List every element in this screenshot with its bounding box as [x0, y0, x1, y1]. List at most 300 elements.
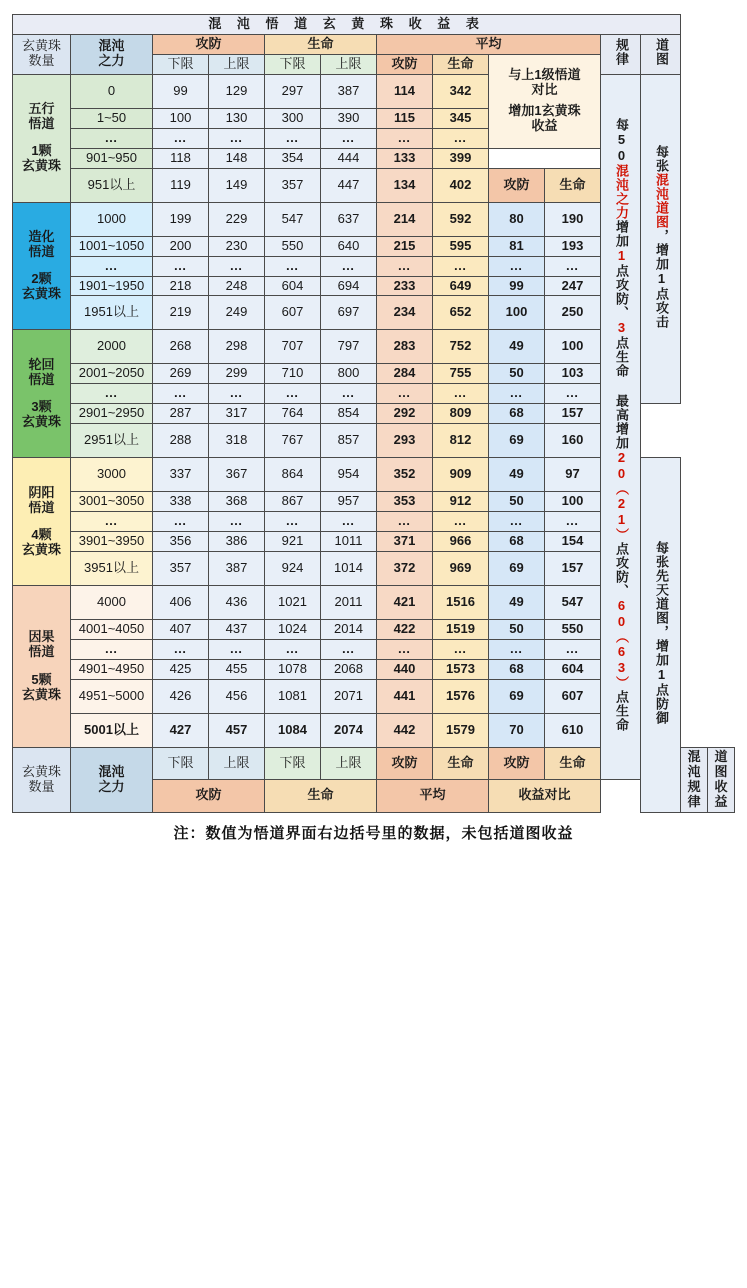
group-label-line: 5颗	[31, 672, 52, 688]
footer-rule-col	[681, 747, 708, 812]
value-cell: 129	[209, 74, 265, 108]
compare-cell: …	[545, 384, 601, 404]
value-cell: 352	[377, 458, 433, 492]
compare-cell: 68	[489, 532, 545, 552]
range-cell: …	[71, 256, 153, 276]
range-cell: …	[71, 512, 153, 532]
value-cell: 199	[153, 202, 209, 236]
value-cell: 297	[265, 74, 321, 108]
group-label-line: 玄黄珠	[21, 158, 61, 174]
header-chaos-power	[71, 34, 153, 74]
compare-cell: 100	[545, 330, 601, 364]
compare-cell: 69	[489, 552, 545, 586]
footer-avg-life: 生命	[433, 747, 489, 779]
range-cell: 3901~3950	[71, 532, 153, 552]
value-cell: 909	[433, 458, 489, 492]
value-cell: …	[153, 128, 209, 148]
value-cell: …	[209, 256, 265, 276]
value-cell: 357	[265, 168, 321, 202]
range-cell: 4000	[71, 586, 153, 620]
map-column-bottom	[641, 458, 681, 812]
value-cell: 969	[433, 552, 489, 586]
compare-cell: 50	[489, 620, 545, 640]
range-cell: 901~950	[71, 148, 153, 168]
compare-cell: 247	[545, 276, 601, 296]
group-label-line: 玄黄珠	[21, 285, 61, 301]
group-label-line: 悟道	[28, 643, 55, 659]
value-cell: …	[377, 256, 433, 276]
value-cell: 604	[265, 276, 321, 296]
range-cell: 2001~2050	[71, 364, 153, 384]
value-cell: 422	[377, 620, 433, 640]
value-cell: …	[153, 256, 209, 276]
group-label-line: 3颗	[31, 398, 52, 414]
value-cell: 854	[321, 404, 377, 424]
table-row	[13, 74, 735, 108]
compare-cell: 49	[489, 586, 545, 620]
value-cell: 1081	[265, 679, 321, 713]
value-cell: 299	[209, 364, 265, 384]
compare-cell: 49	[489, 330, 545, 364]
value-cell: 921	[265, 532, 321, 552]
range-cell: 1901~1950	[71, 276, 153, 296]
value-cell: 218	[153, 276, 209, 296]
value-cell: 372	[377, 552, 433, 586]
value-cell: …	[321, 128, 377, 148]
value-cell: 354	[265, 148, 321, 168]
value-cell: …	[433, 512, 489, 532]
value-cell: 607	[265, 296, 321, 330]
value-cell: 800	[321, 364, 377, 384]
footer-chaos-power-l1: 混沌	[98, 763, 125, 779]
value-cell: …	[377, 384, 433, 404]
value-cell: 342	[433, 74, 489, 108]
value-cell: 100	[153, 108, 209, 128]
value-cell: 592	[433, 202, 489, 236]
benefit-table	[12, 14, 735, 813]
range-cell: 3001~3050	[71, 492, 153, 512]
value-cell: 99	[153, 74, 209, 108]
group-label-line: 悟道	[28, 371, 55, 387]
group-label-yinyang	[13, 458, 71, 586]
header-group-life: 生命	[265, 34, 377, 54]
compare-cell: 50	[489, 364, 545, 384]
value-cell: 649	[433, 276, 489, 296]
value-cell: 652	[433, 296, 489, 330]
header-group-average: 平均	[377, 34, 601, 54]
value-cell: 427	[153, 713, 209, 747]
value-cell: …	[153, 512, 209, 532]
value-cell: 1084	[265, 713, 321, 747]
value-cell: 390	[321, 108, 377, 128]
map-column-top-text: 每张混沌道图，增加1点攻击	[654, 145, 670, 330]
compare-cell: 547	[545, 586, 601, 620]
value-cell: 298	[209, 330, 265, 364]
footer-cmp-attack: 攻防	[489, 747, 545, 779]
compare-cell: 69	[489, 424, 545, 458]
value-cell: 230	[209, 236, 265, 256]
range-cell: 5001以上	[71, 713, 153, 747]
footer-band-avg: 平均	[377, 780, 489, 812]
value-cell: 214	[377, 202, 433, 236]
value-cell: 233	[377, 276, 433, 296]
value-cell: 425	[153, 659, 209, 679]
range-cell: 4001~4050	[71, 620, 153, 640]
compare-cell: 610	[545, 713, 601, 747]
value-cell: …	[265, 256, 321, 276]
compare-cell: 157	[545, 404, 601, 424]
compare-note-l2: 对比	[531, 82, 558, 98]
value-cell: 857	[321, 424, 377, 458]
compare-note	[489, 54, 601, 148]
footer-life-lower: 下限	[265, 747, 321, 779]
value-cell: …	[321, 384, 377, 404]
range-cell: 3951以上	[71, 552, 153, 586]
group-label-wuxing	[13, 74, 71, 202]
map-column-top	[641, 74, 681, 404]
value-cell: 912	[433, 492, 489, 512]
value-cell: 300	[265, 108, 321, 128]
value-cell: 697	[321, 296, 377, 330]
value-cell: 457	[209, 713, 265, 747]
value-cell: …	[377, 640, 433, 660]
value-cell: 200	[153, 236, 209, 256]
group-label-line: 悟道	[28, 244, 55, 260]
footer-bead-count	[13, 747, 71, 812]
value-cell: 924	[265, 552, 321, 586]
value-cell: 2068	[321, 659, 377, 679]
header-row-1	[13, 34, 735, 54]
value-cell: 283	[377, 330, 433, 364]
group-label-line: 悟道	[28, 116, 55, 132]
value-cell: 1576	[433, 679, 489, 713]
rule-column-text: 每50混沌之力增加1点攻防、3点生命 最高增加20（21）点攻防、60（63）点生命	[613, 118, 629, 733]
value-cell: …	[321, 512, 377, 532]
compare-cell: 99	[489, 276, 545, 296]
value-cell: …	[321, 256, 377, 276]
compare-cell: 250	[545, 296, 601, 330]
header-group-map-text: 道图	[654, 38, 670, 67]
compare-cell: 81	[489, 236, 545, 256]
value-cell: 1579	[433, 713, 489, 747]
value-cell: 287	[153, 404, 209, 424]
compare-cell: …	[489, 256, 545, 276]
header-group-map	[641, 34, 681, 74]
value-cell: 1078	[265, 659, 321, 679]
group-label-line: 五行	[28, 101, 55, 117]
footer-map-l1: 道图	[714, 748, 728, 779]
header-group-rule	[601, 34, 641, 74]
value-cell: 386	[209, 532, 265, 552]
value-cell: 456	[209, 679, 265, 713]
compare-cell: 604	[545, 659, 601, 679]
range-cell: 4901~4950	[71, 659, 153, 679]
value-cell: 119	[153, 168, 209, 202]
value-cell: 402	[433, 168, 489, 202]
group-label-yinguo	[13, 586, 71, 748]
range-cell: 1000	[71, 202, 153, 236]
range-cell: 1001~1050	[71, 236, 153, 256]
range-cell: …	[71, 640, 153, 660]
value-cell: 447	[321, 168, 377, 202]
compare-cell: 607	[545, 679, 601, 713]
value-cell: 752	[433, 330, 489, 364]
value-cell: 357	[153, 552, 209, 586]
range-cell: 3000	[71, 458, 153, 492]
value-cell: 229	[209, 202, 265, 236]
footer-band-compare: 收益对比	[489, 780, 601, 812]
footer-cmp-life: 生命	[545, 747, 601, 779]
map-column-bottom-text: 每张先天道图，增加1点防御	[654, 540, 670, 725]
value-cell: 809	[433, 404, 489, 424]
value-cell: 367	[209, 458, 265, 492]
value-cell: 455	[209, 659, 265, 679]
rule-column	[601, 74, 641, 779]
compare-cell: …	[545, 512, 601, 532]
footer-band-life: 生命	[265, 780, 377, 812]
value-cell: …	[377, 512, 433, 532]
value-cell: 318	[209, 424, 265, 458]
header-attack-lower: 下限	[153, 54, 209, 74]
compare-cell: 550	[545, 620, 601, 640]
value-cell: …	[209, 128, 265, 148]
range-cell: 4951~5000	[71, 679, 153, 713]
footer-band-attack: 攻防	[153, 780, 265, 812]
range-cell: 1~50	[71, 108, 153, 128]
range-cell: …	[71, 128, 153, 148]
value-cell: 149	[209, 168, 265, 202]
compare-note-l3: 增加1玄黄珠	[508, 103, 581, 119]
compare-cell: 193	[545, 236, 601, 256]
value-cell: 1573	[433, 659, 489, 679]
header-bead-count-l1: 玄黄珠	[21, 38, 61, 54]
value-cell: 637	[321, 202, 377, 236]
value-cell: 550	[265, 236, 321, 256]
value-cell: 353	[377, 492, 433, 512]
footer-map-l2: 收益	[714, 778, 728, 809]
footnote: 注：数值为悟道界面右边括号里的数据，未包括道图收益	[173, 824, 574, 842]
value-cell: 440	[377, 659, 433, 679]
footer-rule-l1: 混沌	[687, 748, 701, 779]
compare-cell: 103	[545, 364, 601, 384]
title-row	[13, 15, 735, 35]
range-cell: 0	[71, 74, 153, 108]
compare-cell: 97	[545, 458, 601, 492]
value-cell: 764	[265, 404, 321, 424]
value-cell: …	[265, 640, 321, 660]
compare-note-l4: 收益	[531, 118, 558, 134]
value-cell: 284	[377, 364, 433, 384]
value-cell: 268	[153, 330, 209, 364]
header-chaos-power-l2: 之力	[98, 53, 125, 69]
group-label-line: 4颗	[31, 526, 52, 542]
compare-cell: 70	[489, 713, 545, 747]
value-cell: 442	[377, 713, 433, 747]
value-cell: 215	[377, 236, 433, 256]
value-cell: 356	[153, 532, 209, 552]
group-label-zaohua	[13, 202, 71, 330]
value-cell: …	[153, 640, 209, 660]
range-cell: 951以上	[71, 168, 153, 202]
compare-cell: 50	[489, 492, 545, 512]
value-cell: 441	[377, 679, 433, 713]
value-cell: 399	[433, 148, 489, 168]
header-group-rule-text: 规律	[613, 38, 629, 67]
value-cell: 338	[153, 492, 209, 512]
group-label-line: 因果	[28, 628, 55, 644]
value-cell: …	[153, 384, 209, 404]
compare-cell: 68	[489, 404, 545, 424]
value-cell: …	[209, 384, 265, 404]
range-cell: 2951以上	[71, 424, 153, 458]
group-label-line: 1颗	[31, 143, 52, 159]
header-life-upper: 上限	[321, 54, 377, 74]
value-cell: 547	[265, 202, 321, 236]
header-group-attack: 攻防	[153, 34, 265, 54]
value-cell: 444	[321, 148, 377, 168]
value-cell: 707	[265, 330, 321, 364]
value-cell: 867	[265, 492, 321, 512]
value-cell: 767	[265, 424, 321, 458]
footer-chaos-power-l2: 之力	[98, 778, 125, 794]
value-cell: 2074	[321, 713, 377, 747]
footer-attack-upper: 上限	[209, 747, 265, 779]
group-label-line: 造化	[28, 229, 55, 245]
header-avg-attack: 攻防	[377, 54, 433, 74]
value-cell: 134	[377, 168, 433, 202]
compare-cell: 49	[489, 458, 545, 492]
header-chaos-power-l1: 混沌	[98, 38, 125, 54]
value-cell: …	[265, 384, 321, 404]
value-cell: 118	[153, 148, 209, 168]
value-cell: 406	[153, 586, 209, 620]
header-cmp-life: 生命	[545, 168, 601, 202]
value-cell: 797	[321, 330, 377, 364]
value-cell: …	[433, 256, 489, 276]
range-cell: 1951以上	[71, 296, 153, 330]
value-cell: 1011	[321, 532, 377, 552]
value-cell: 421	[377, 586, 433, 620]
value-cell: 248	[209, 276, 265, 296]
value-cell: 148	[209, 148, 265, 168]
footer-map-col	[708, 747, 735, 812]
group-label-line: 玄黄珠	[21, 687, 61, 703]
value-cell: 234	[377, 296, 433, 330]
value-cell: …	[433, 128, 489, 148]
value-cell: 130	[209, 108, 265, 128]
footer-life-upper: 上限	[321, 747, 377, 779]
value-cell: 269	[153, 364, 209, 384]
value-cell: 426	[153, 679, 209, 713]
compare-cell: 100	[545, 492, 601, 512]
value-cell: 114	[377, 74, 433, 108]
footer-avg-attack: 攻防	[377, 747, 433, 779]
header-cmp-attack: 攻防	[489, 168, 545, 202]
group-label-lunhui	[13, 330, 71, 458]
value-cell: 249	[209, 296, 265, 330]
range-cell: 2000	[71, 330, 153, 364]
value-cell: 1516	[433, 586, 489, 620]
value-cell: …	[321, 640, 377, 660]
value-cell: 595	[433, 236, 489, 256]
value-cell: 337	[153, 458, 209, 492]
footer-attack-lower: 下限	[153, 747, 209, 779]
value-cell: …	[433, 384, 489, 404]
value-cell: 812	[433, 424, 489, 458]
value-cell: 407	[153, 620, 209, 640]
value-cell: 640	[321, 236, 377, 256]
value-cell: …	[265, 512, 321, 532]
group-label-line: 阴阳	[28, 484, 55, 500]
group-label-line: 悟道	[28, 499, 55, 515]
value-cell: 437	[209, 620, 265, 640]
compare-cell: 100	[489, 296, 545, 330]
value-cell: 115	[377, 108, 433, 128]
compare-cell: 154	[545, 532, 601, 552]
compare-cell: 69	[489, 679, 545, 713]
value-cell: …	[209, 512, 265, 532]
value-cell: 966	[433, 532, 489, 552]
group-label-line: 轮回	[28, 356, 55, 372]
value-cell: 387	[209, 552, 265, 586]
value-cell: 694	[321, 276, 377, 296]
header-attack-upper: 上限	[209, 54, 265, 74]
compare-cell: …	[489, 512, 545, 532]
value-cell: …	[209, 640, 265, 660]
value-cell: 755	[433, 364, 489, 384]
value-cell: 436	[209, 586, 265, 620]
compare-cell: …	[489, 384, 545, 404]
value-cell: 371	[377, 532, 433, 552]
value-cell: 954	[321, 458, 377, 492]
compare-cell: …	[489, 640, 545, 660]
value-cell: 1024	[265, 620, 321, 640]
footer-bead-count-l1: 玄黄珠	[21, 763, 61, 779]
compare-cell: 80	[489, 202, 545, 236]
value-cell: …	[377, 128, 433, 148]
range-cell: …	[71, 384, 153, 404]
group-label-line: 玄黄珠	[21, 413, 61, 429]
value-cell: …	[433, 640, 489, 660]
value-cell: 1014	[321, 552, 377, 586]
header-bead-count	[13, 34, 71, 74]
value-cell: 1519	[433, 620, 489, 640]
group-label-line: 玄黄珠	[21, 541, 61, 557]
header-life-lower: 下限	[265, 54, 321, 74]
range-cell: 2901~2950	[71, 404, 153, 424]
value-cell: 293	[377, 424, 433, 458]
page-title: 混 沌 悟 道 玄 黄 珠 收 益 表	[13, 15, 681, 35]
value-cell: 317	[209, 404, 265, 424]
value-cell: 387	[321, 74, 377, 108]
group-label-line: 2颗	[31, 271, 52, 287]
footer-bead-count-l2: 数量	[28, 778, 55, 794]
value-cell: 2071	[321, 679, 377, 713]
value-cell: 288	[153, 424, 209, 458]
compare-cell: 160	[545, 424, 601, 458]
value-cell: 864	[265, 458, 321, 492]
footer-chaos-power	[71, 747, 153, 812]
compare-cell: 157	[545, 552, 601, 586]
compare-cell: 68	[489, 659, 545, 679]
value-cell: 133	[377, 148, 433, 168]
value-cell: 345	[433, 108, 489, 128]
compare-note-l1: 与上1级悟道	[508, 67, 581, 83]
header-bead-count-l2: 数量	[28, 53, 55, 69]
header-avg-life: 生命	[433, 54, 489, 74]
compare-cell: …	[545, 640, 601, 660]
value-cell: 710	[265, 364, 321, 384]
